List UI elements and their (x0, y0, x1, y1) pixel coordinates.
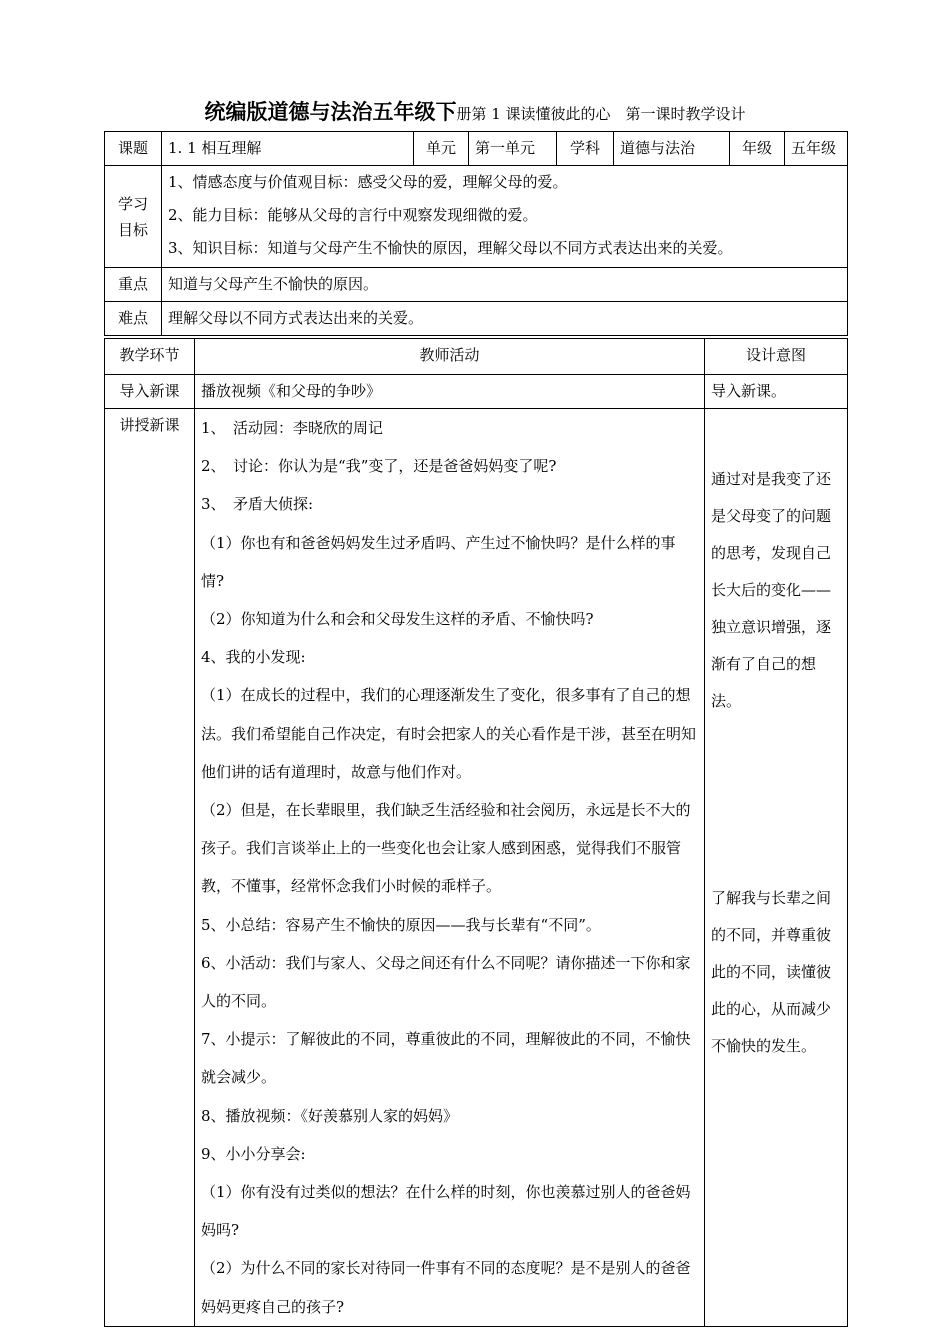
document-title (0, 96, 950, 126)
stage-header: 教学环节 (105, 339, 195, 375)
activity-item: 9、小小分享会: (201, 1144, 306, 1163)
grade-value: 五年级 (785, 132, 848, 166)
activity-item: 1、 活动园：李晓欣的周记 (201, 419, 384, 437)
key-point-label: 重点 (105, 268, 162, 302)
subject-label: 学科 (557, 132, 614, 166)
teach-activities (195, 409, 705, 1327)
objectives-list (162, 166, 848, 268)
objective-item: 2、能力目标：能够从父母的言行中观察发现细微的爱。 (168, 206, 538, 224)
unit-label: 单元 (414, 132, 469, 166)
intent-paragraph-1: 通过对是我变了还是父母变了的问题的思考，发现自己长大后的变化——独立意识增强，逐渐有了自己的想法。 (711, 470, 832, 710)
process-table (104, 338, 848, 1327)
key-point-value: 知道与父母产生不愉快的原因。 (162, 268, 848, 302)
intro-stage: 导入新课 (105, 375, 195, 409)
activity-item: （1）你也有和爸爸妈妈发生过矛盾吗、产生过不愉快吗？是什么样的事情? (201, 533, 676, 590)
activity-item: （1）在成长的过程中，我们的心理逐渐发生了变化，很多事有了自己的想法。我们希望能自己作决定，有时会把家人的关心看作是干涉，甚至在明知他们讲的话有道理时，故意与他们作对。 (201, 686, 697, 781)
topic-value: 1. 1 相互理解 (162, 132, 414, 166)
info-row (105, 132, 848, 166)
activity-item: 6、小活动：我们与家人、父母之间还有什么不同呢？请你描述一下你和家人的不同。 (201, 953, 691, 1011)
teach-stage: 讲授新课 (105, 409, 195, 1327)
difficulty-value: 理解父母以不同方式表达出来的关爱。 (162, 302, 848, 336)
activity-item: （1）你有没有过类似的想法？在什么样的时刻，你也羡慕过别人的爸爸妈妈吗? (201, 1183, 691, 1240)
intro-activity: 播放视频《和父母的争吵》 (195, 375, 705, 409)
objective-item: 3、知识目标：知道与父母产生不愉快的原因，理解父母以不同方式表达出来的关爱。 (168, 239, 733, 257)
activity-item: 3、 矛盾大侦探: (201, 495, 314, 514)
objectives-row (105, 166, 848, 268)
title-bold: 统编版道德与法治五年级下 (204, 99, 457, 124)
activity-item: （2）为什么不同的家长对待同一件事有不同的态度呢？是不是别人的爸爸妈妈更疼自己的孩子? (201, 1259, 691, 1316)
activity-item: （2）你知道为什么和会和父母发生这样的矛盾、不愉快吗? (201, 610, 594, 629)
info-table (104, 131, 848, 336)
activity-item: 5、小总结：容易产生不愉快的原因——我与长辈有“不同”。 (201, 915, 601, 934)
subject-value: 道德与法治 (614, 132, 730, 166)
activity-item: 8、播放视频：《好羡慕别人家的妈妈》 (201, 1106, 459, 1125)
difficulty-row (105, 302, 848, 336)
topic-label: 课题 (105, 132, 162, 166)
key-point-row (105, 268, 848, 302)
activity-item: 4、我的小发现: (201, 648, 306, 667)
intent-paragraph-2: 了解我与长辈之间的不同，并尊重彼此的不同，读懂彼此的心，从而减少不愉快的发生。 (711, 889, 832, 1055)
teach-intent (705, 409, 848, 1327)
activity-item: （2）但是，在长辈眼里，我们缺乏生活经验和社会阅历，永远是长不大的孩子。我们言谈举止上的一些变化也会让家人感到困惑，觉得我们不服管教，不懂事，经常怀念我们小时候的乖样子。 (201, 801, 691, 896)
intent-header: 设计意图 (705, 339, 848, 375)
difficulty-label: 难点 (105, 302, 162, 336)
intro-row (105, 375, 848, 409)
objectives-label: 学习 目标 (105, 166, 162, 268)
intro-intent: 导入新课。 (705, 375, 848, 409)
objective-item: 1、情感态度与价值观目标：感受父母的爱，理解父母的爱。 (168, 173, 568, 191)
teach-row (105, 409, 848, 1327)
activity-header: 教师活动 (195, 339, 705, 375)
activity-item: 2、 讨论：你认为是“我”变了，还是爸爸妈妈变了呢? (201, 457, 557, 476)
activity-item: 7、小提示：了解彼此的不同，尊重彼此的不同，理解彼此的不同，不愉快就会减少。 (201, 1030, 691, 1087)
unit-value: 第一单元 (469, 132, 557, 166)
title-rest: 册第 1 课读懂彼此的心 第一课时教学设计 (456, 105, 746, 123)
process-header-row (105, 339, 848, 375)
grade-label: 年级 (730, 132, 785, 166)
